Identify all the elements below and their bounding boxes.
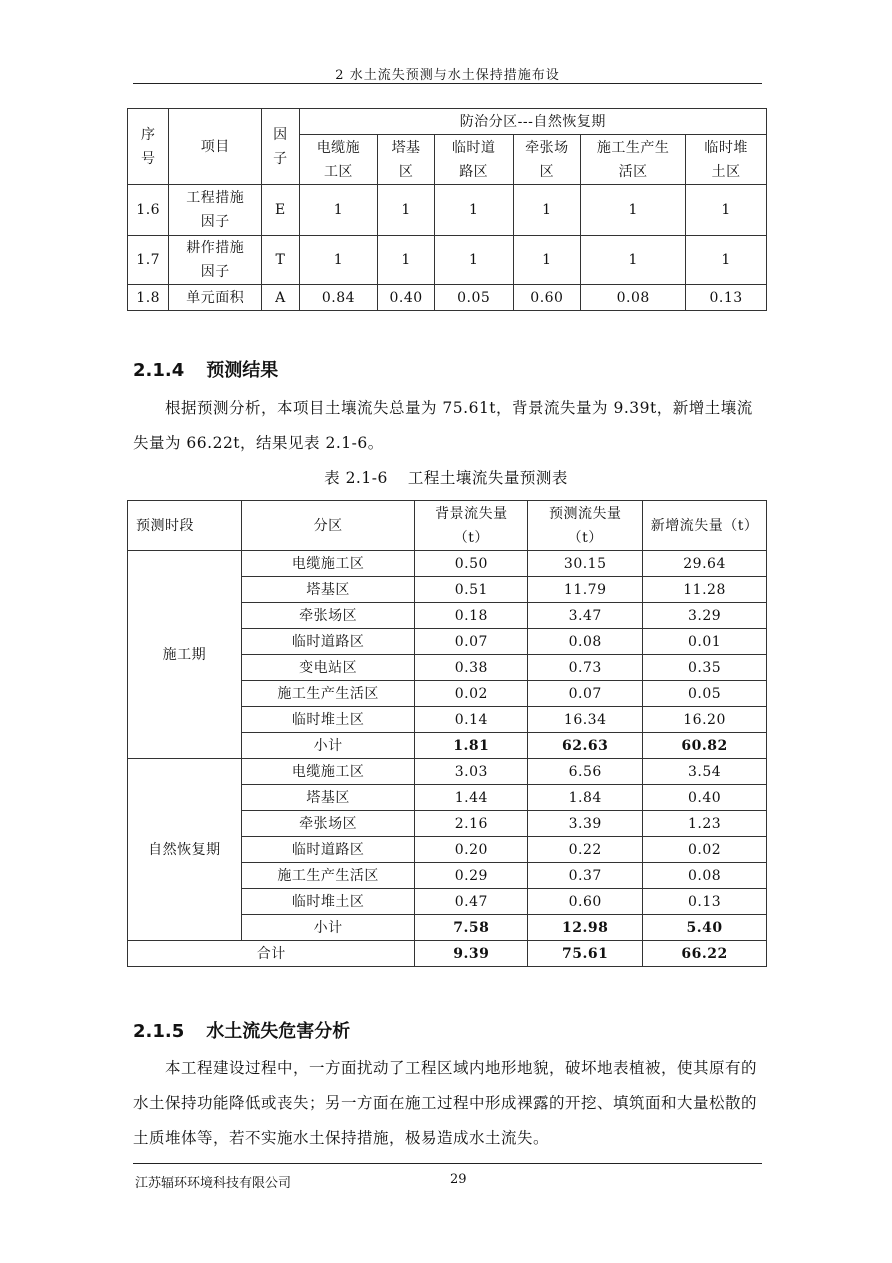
cell-zone: 小计 [241, 733, 415, 759]
row-value: 1 [581, 185, 686, 236]
header-zone: 电缆施工区 [299, 135, 378, 185]
cell-background: 0.29 [415, 863, 528, 889]
cell-new: 1.23 [643, 811, 767, 837]
header-zone: 临时堆土区 [686, 135, 767, 185]
cell-predicted: 16.34 [528, 707, 643, 733]
cell-predicted: 1.84 [528, 785, 643, 811]
loss-table [127, 500, 767, 967]
row-seq: 1.7 [128, 236, 169, 285]
header-zone: 牵张场区 [513, 135, 581, 185]
cell-background: 0.38 [415, 655, 528, 681]
row-value: 0.05 [434, 285, 513, 311]
cell-predicted: 0.07 [528, 681, 643, 707]
cell-background: 0.51 [415, 577, 528, 603]
header-factor: 因子 [262, 109, 299, 185]
header-period: 预测时段 [128, 501, 242, 551]
cell-zone: 施工生产生活区 [241, 681, 415, 707]
caption-number: 表 2.1-6 [324, 469, 388, 487]
row-value: 1 [686, 236, 767, 285]
header-background: 背景流失量（t） [415, 501, 528, 551]
cell-predicted: 75.61 [528, 941, 643, 967]
cell-predicted: 62.63 [528, 733, 643, 759]
row-value: 1 [686, 185, 767, 236]
cell-background: 9.39 [415, 941, 528, 967]
cell-zone: 电缆施工区 [241, 551, 415, 577]
cell-new: 0.35 [643, 655, 767, 681]
cell-predicted: 0.37 [528, 863, 643, 889]
row-factor: T [262, 236, 299, 285]
row-value: 1 [434, 236, 513, 285]
cell-background: 0.20 [415, 837, 528, 863]
header-zone-group: 防治分区---自然恢复期 [299, 109, 766, 135]
section-paragraph [133, 1051, 762, 1156]
cell-predicted: 6.56 [528, 759, 643, 785]
cell-new: 0.08 [643, 863, 767, 889]
total-row [128, 941, 767, 967]
cell-new: 0.02 [643, 837, 767, 863]
cell-background: 1.44 [415, 785, 528, 811]
running-header: 2 水土流失预测与水土保持措施布设 [335, 68, 560, 83]
cell-predicted: 3.47 [528, 603, 643, 629]
header-seq: 序号 [128, 109, 169, 185]
table-row [128, 236, 767, 285]
row-value: 1 [513, 236, 581, 285]
cell-zone: 临时堆土区 [241, 707, 415, 733]
cell-zone: 临时道路区 [241, 629, 415, 655]
table-caption [0, 466, 892, 488]
cell-new: 60.82 [643, 733, 767, 759]
cell-predicted: 0.22 [528, 837, 643, 863]
cell-predicted: 11.79 [528, 577, 643, 603]
cell-background: 0.50 [415, 551, 528, 577]
cell-new: 29.64 [643, 551, 767, 577]
cell-new: 3.54 [643, 759, 767, 785]
cell-zone: 塔基区 [241, 785, 415, 811]
caption-title: 工程土壤流失量预测表 [407, 469, 568, 487]
cell-background: 3.03 [415, 759, 528, 785]
row-value: 1 [378, 185, 435, 236]
cell-new: 11.28 [643, 577, 767, 603]
cell-zone: 小计 [241, 915, 415, 941]
row-value: 0.08 [581, 285, 686, 311]
cell-background: 2.16 [415, 811, 528, 837]
row-value: 0.60 [513, 285, 581, 311]
table-row [128, 285, 767, 311]
page-number: 29 [450, 1172, 467, 1187]
cell-background: 0.47 [415, 889, 528, 915]
table-row [128, 185, 767, 236]
cell-new: 0.40 [643, 785, 767, 811]
cell-new: 0.13 [643, 889, 767, 915]
cell-background: 0.14 [415, 707, 528, 733]
row-value: 1 [513, 185, 581, 236]
header-zone: 塔基区 [378, 135, 435, 185]
cell-zone: 变电站区 [241, 655, 415, 681]
cell-new: 66.22 [643, 941, 767, 967]
row-item: 耕作措施因子 [169, 236, 262, 285]
row-value: 0.84 [299, 285, 378, 311]
cell-background: 1.81 [415, 733, 528, 759]
cell-zone: 牵张场区 [241, 811, 415, 837]
row-factor: E [262, 185, 299, 236]
cell-new: 5.40 [643, 915, 767, 941]
cell-predicted: 0.60 [528, 889, 643, 915]
table-row [128, 551, 767, 577]
section-title: 预测结果 [206, 360, 279, 381]
paragraph-text: 根据预测分析，本项目土壤流失总量为 75.61t，背景流失量为 9.39t，新增土壤流失量为 66.22t，结果见表 2.1-6。 [133, 399, 753, 452]
cell-new: 0.01 [643, 629, 767, 655]
header-new: 新增流失量（t） [643, 501, 767, 551]
cell-zone: 临时堆土区 [241, 889, 415, 915]
cell-zone: 牵张场区 [241, 603, 415, 629]
cell-predicted: 0.73 [528, 655, 643, 681]
cell-new: 3.29 [643, 603, 767, 629]
footer-rule [133, 1163, 762, 1164]
cell-background: 0.02 [415, 681, 528, 707]
section-title: 水土流失危害分析 [206, 1021, 351, 1042]
footer-company: 江苏辐环环境科技有限公司 [135, 1176, 292, 1191]
section-heading-2-1-5 [133, 1017, 350, 1043]
cell-zone: 电缆施工区 [241, 759, 415, 785]
cell-new: 16.20 [643, 707, 767, 733]
table-row [128, 759, 767, 785]
cell-background: 7.58 [415, 915, 528, 941]
cell-predicted: 12.98 [528, 915, 643, 941]
factor-table [127, 108, 767, 311]
row-value: 0.40 [378, 285, 435, 311]
header-item: 项目 [169, 109, 262, 185]
cell-zone: 临时道路区 [241, 837, 415, 863]
period-construction: 施工期 [128, 551, 242, 759]
period-recovery: 自然恢复期 [128, 759, 242, 941]
cell-new: 0.05 [643, 681, 767, 707]
cell-predicted: 3.39 [528, 811, 643, 837]
section-paragraph [133, 391, 762, 461]
header-predicted: 预测流失量（t） [528, 501, 643, 551]
section-heading-2-1-4 [133, 356, 278, 382]
header-zone: 分区 [241, 501, 415, 551]
section-number: 2.1.4 [133, 360, 185, 381]
cell-background: 0.07 [415, 629, 528, 655]
total-label: 合计 [128, 941, 415, 967]
cell-zone: 施工生产生活区 [241, 863, 415, 889]
cell-background: 0.18 [415, 603, 528, 629]
row-item: 工程措施因子 [169, 185, 262, 236]
row-seq: 1.6 [128, 185, 169, 236]
row-value: 1 [581, 236, 686, 285]
cell-zone: 塔基区 [241, 577, 415, 603]
row-item: 单元面积 [169, 285, 262, 311]
row-value: 1 [434, 185, 513, 236]
row-seq: 1.8 [128, 285, 169, 311]
header-rule [133, 83, 762, 84]
header-zone: 临时道路区 [434, 135, 513, 185]
row-value: 1 [299, 236, 378, 285]
section-number: 2.1.5 [133, 1021, 185, 1042]
row-value: 0.13 [686, 285, 767, 311]
row-value: 1 [299, 185, 378, 236]
row-factor: A [262, 285, 299, 311]
paragraph-text: 本工程建设过程中，一方面扰动了工程区域内地形地貌，破坏地表植被，使其原有的水土保持功能降低或丧失；另一方面在施工过程中形成裸露的开挖、填筑面和大量松散的土质堆体等，若不实施水土保持措施，极易造成水土流失。 [133, 1059, 758, 1147]
row-value: 1 [378, 236, 435, 285]
cell-predicted: 30.15 [528, 551, 643, 577]
cell-predicted: 0.08 [528, 629, 643, 655]
header-zone: 施工生产生活区 [581, 135, 686, 185]
